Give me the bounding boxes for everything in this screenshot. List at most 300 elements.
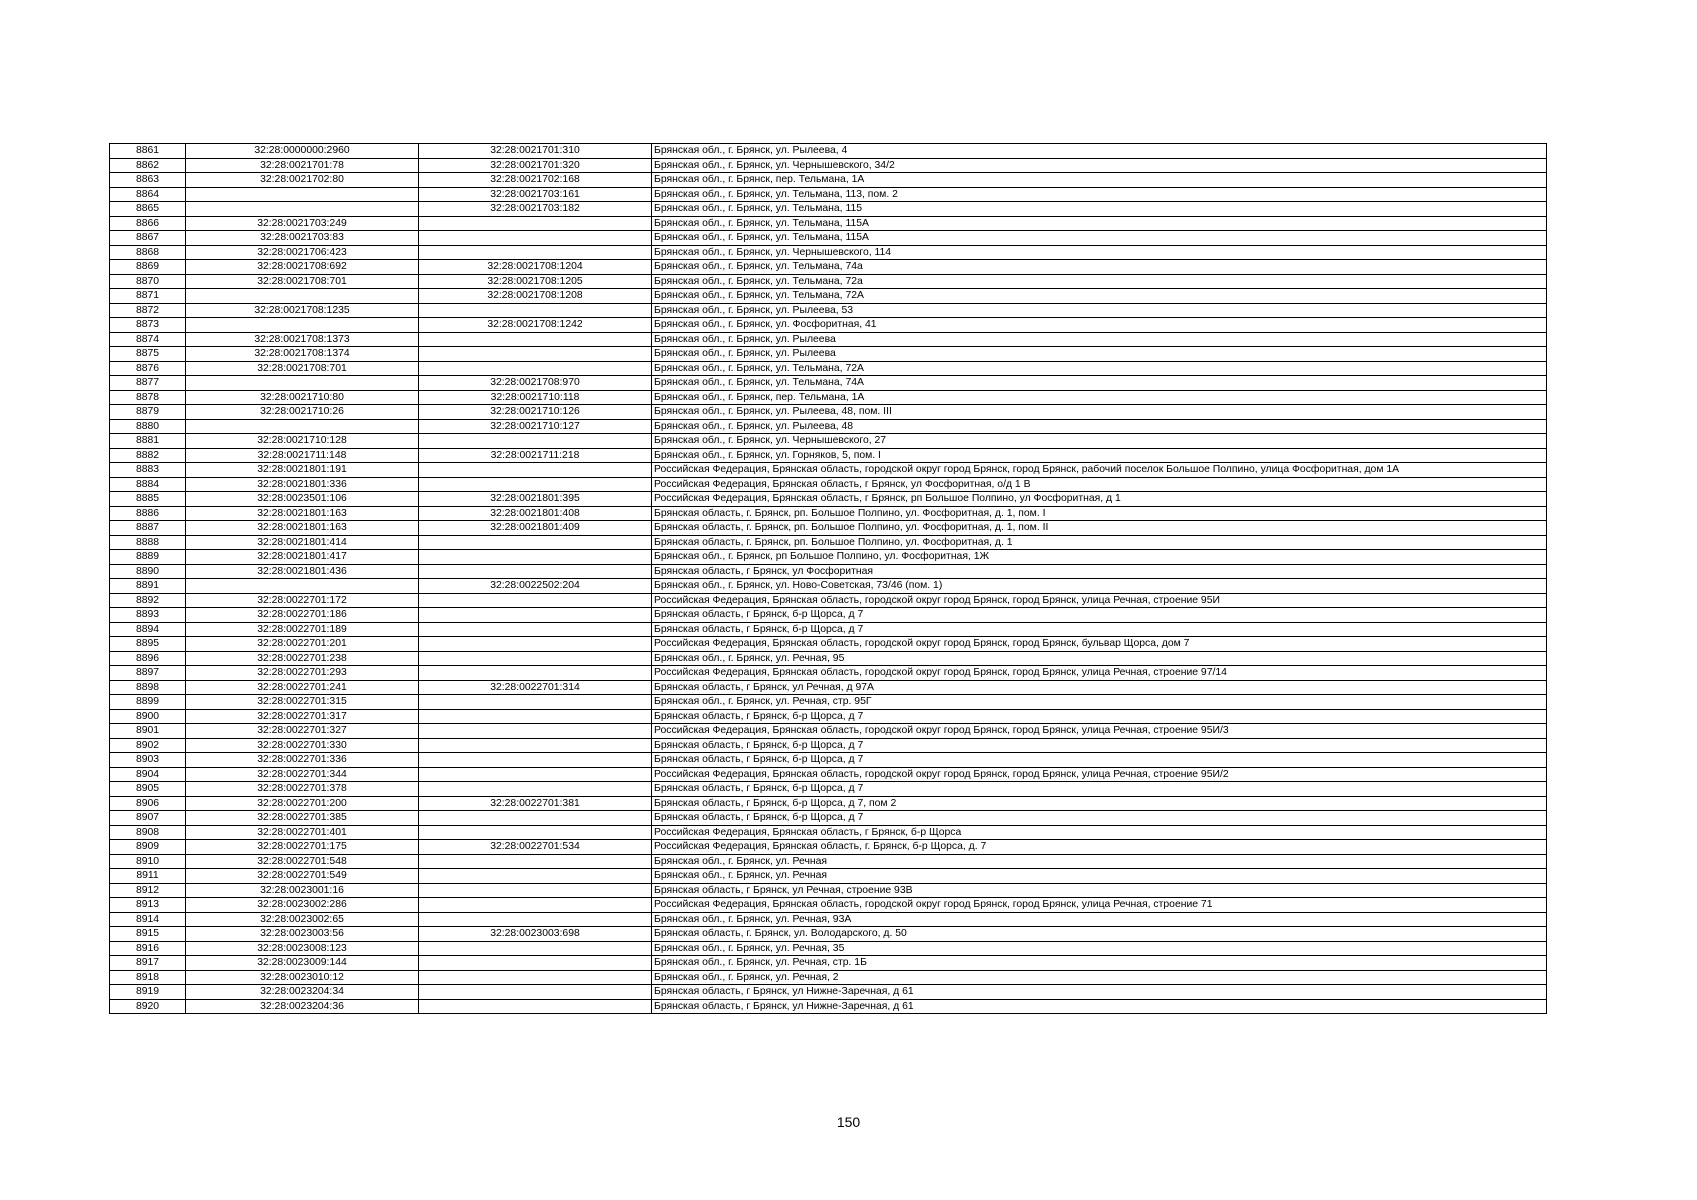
address-cell: Брянская обл., г. Брянск, ул. Речная, стр. 95Г bbox=[652, 695, 1547, 710]
table-row bbox=[110, 840, 1547, 855]
row-number-cell: 8919 bbox=[110, 985, 186, 1000]
address-cell: Брянская область, г. Брянск, ул. Володарского, д. 50 bbox=[652, 927, 1547, 942]
table-row bbox=[110, 825, 1547, 840]
premises-cadastral-number-cell bbox=[419, 738, 652, 753]
table-row bbox=[110, 361, 1547, 376]
address-cell: Брянская область, г Брянск, б-р Щорса, д 7 bbox=[652, 811, 1547, 826]
address-cell: Российская Федерация, Брянская область, г Брянск, ул Фосфоритная, о/д 1 В bbox=[652, 477, 1547, 492]
address-cell: Брянская область, г Брянск, ул Нижне-Заречная, д 61 bbox=[652, 985, 1547, 1000]
table-row bbox=[110, 912, 1547, 927]
row-number-cell: 8903 bbox=[110, 753, 186, 768]
row-number-cell: 8871 bbox=[110, 289, 186, 304]
row-number-cell: 8901 bbox=[110, 724, 186, 739]
address-cell: Брянская обл., г. Брянск, ул. Тельмана, 115 bbox=[652, 202, 1547, 217]
address-cell: Брянская обл., г. Брянск, ул. Речная, 35 bbox=[652, 941, 1547, 956]
address-cell: Российская Федерация, Брянская область, городской округ город Брянск, город Брянск, улица Речная, строение 97/14 bbox=[652, 666, 1547, 681]
premises-cadastral-number-cell: 32:28:0021708:1205 bbox=[419, 274, 652, 289]
row-number-cell: 8905 bbox=[110, 782, 186, 797]
cadastral-number-cell: 32:28:0022701:385 bbox=[186, 811, 419, 826]
row-number-cell: 8894 bbox=[110, 622, 186, 637]
table-row bbox=[110, 782, 1547, 797]
row-number-cell: 8883 bbox=[110, 463, 186, 478]
row-number-cell: 8878 bbox=[110, 390, 186, 405]
premises-cadastral-number-cell bbox=[419, 535, 652, 550]
address-cell: Брянская обл., г. Брянск, ул. Фосфоритная, 41 bbox=[652, 318, 1547, 333]
row-number-cell: 8911 bbox=[110, 869, 186, 884]
table-row bbox=[110, 622, 1547, 637]
cadastral-number-cell: 32:28:0022701:378 bbox=[186, 782, 419, 797]
premises-cadastral-number-cell bbox=[419, 869, 652, 884]
table-row bbox=[110, 811, 1547, 826]
row-number-cell: 8893 bbox=[110, 608, 186, 623]
cadastral-number-cell bbox=[186, 376, 419, 391]
table-row bbox=[110, 738, 1547, 753]
row-number-cell: 8892 bbox=[110, 593, 186, 608]
premises-cadastral-number-cell bbox=[419, 970, 652, 985]
cadastral-number-cell: 32:28:0021708:701 bbox=[186, 274, 419, 289]
premises-cadastral-number-cell: 32:28:0021708:1208 bbox=[419, 289, 652, 304]
address-cell: Брянская область, г Брянск, б-р Щорса, д 7 bbox=[652, 608, 1547, 623]
cadastral-number-cell: 32:28:0022701:175 bbox=[186, 840, 419, 855]
premises-cadastral-number-cell bbox=[419, 477, 652, 492]
row-number-cell: 8867 bbox=[110, 231, 186, 246]
row-number-cell: 8875 bbox=[110, 347, 186, 362]
premises-cadastral-number-cell bbox=[419, 782, 652, 797]
table-row bbox=[110, 231, 1547, 246]
table-row bbox=[110, 260, 1547, 275]
cadastral-number-cell bbox=[186, 318, 419, 333]
row-number-cell: 8916 bbox=[110, 941, 186, 956]
premises-cadastral-number-cell bbox=[419, 854, 652, 869]
address-cell: Брянская обл., г. Брянск, ул. Рылеева, 53 bbox=[652, 303, 1547, 318]
table-row bbox=[110, 158, 1547, 173]
table-row bbox=[110, 666, 1547, 681]
row-number-cell: 8888 bbox=[110, 535, 186, 550]
cadastral-number-cell: 32:28:0021701:78 bbox=[186, 158, 419, 173]
row-number-cell: 8872 bbox=[110, 303, 186, 318]
premises-cadastral-number-cell bbox=[419, 898, 652, 913]
table-row bbox=[110, 999, 1547, 1014]
cadastral-number-cell: 32:28:0021703:83 bbox=[186, 231, 419, 246]
table-row bbox=[110, 651, 1547, 666]
table-row bbox=[110, 564, 1547, 579]
table-row bbox=[110, 956, 1547, 971]
cadastral-number-cell: 32:28:0021703:249 bbox=[186, 216, 419, 231]
row-number-cell: 8906 bbox=[110, 796, 186, 811]
table-row bbox=[110, 970, 1547, 985]
premises-cadastral-number-cell: 32:28:0021711:218 bbox=[419, 448, 652, 463]
cadastral-number-cell: 32:28:0021708:701 bbox=[186, 361, 419, 376]
address-cell: Брянская обл., г. Брянск, ул. Рылеева, 48, пом. III bbox=[652, 405, 1547, 420]
cadastral-number-cell: 32:28:0022701:201 bbox=[186, 637, 419, 652]
row-number-cell: 8917 bbox=[110, 956, 186, 971]
address-cell: Российская Федерация, Брянская область, городской округ город Брянск, город Брянск, улица Речная, строение 71 bbox=[652, 898, 1547, 913]
premises-cadastral-number-cell: 32:28:0022701:381 bbox=[419, 796, 652, 811]
cadastral-number-cell bbox=[186, 289, 419, 304]
premises-cadastral-number-cell bbox=[419, 941, 652, 956]
cadastral-number-cell: 32:28:0022701:315 bbox=[186, 695, 419, 710]
premises-cadastral-number-cell bbox=[419, 593, 652, 608]
premises-cadastral-number-cell: 32:28:0023003:698 bbox=[419, 927, 652, 942]
table-row bbox=[110, 521, 1547, 536]
row-number-cell: 8879 bbox=[110, 405, 186, 420]
cadastral-number-cell: 32:28:0022701:549 bbox=[186, 869, 419, 884]
page-number: 150 bbox=[836, 1114, 861, 1130]
premises-cadastral-number-cell bbox=[419, 463, 652, 478]
premises-cadastral-number-cell bbox=[419, 666, 652, 681]
row-number-cell: 8861 bbox=[110, 144, 186, 159]
cadastral-number-cell: 32:28:0022701:200 bbox=[186, 796, 419, 811]
row-number-cell: 8915 bbox=[110, 927, 186, 942]
premises-cadastral-number-cell bbox=[419, 303, 652, 318]
cadastral-number-cell: 32:28:0021708:1373 bbox=[186, 332, 419, 347]
cadastral-number-cell: 32:28:0022701:317 bbox=[186, 709, 419, 724]
address-cell: Брянская обл., г. Брянск, ул. Речная bbox=[652, 854, 1547, 869]
premises-cadastral-number-cell bbox=[419, 825, 652, 840]
address-cell: Брянская обл., г. Брянск, ул. Тельмана, 113, пом. 2 bbox=[652, 187, 1547, 202]
cadastral-number-cell: 32:28:0023003:56 bbox=[186, 927, 419, 942]
address-cell: Брянская область, г Брянск, ул Речная, строение 93В bbox=[652, 883, 1547, 898]
row-number-cell: 8904 bbox=[110, 767, 186, 782]
address-cell: Брянская обл., г. Брянск, ул. Речная, стр. 1Б bbox=[652, 956, 1547, 971]
premises-cadastral-number-cell: 32:28:0021703:182 bbox=[419, 202, 652, 217]
row-number-cell: 8914 bbox=[110, 912, 186, 927]
table-row bbox=[110, 144, 1547, 159]
premises-cadastral-number-cell bbox=[419, 231, 652, 246]
cadastral-number-cell bbox=[186, 419, 419, 434]
table-row bbox=[110, 419, 1547, 434]
premises-cadastral-number-cell: 32:28:0021710:127 bbox=[419, 419, 652, 434]
cadastral-number-cell: 32:28:0022701:401 bbox=[186, 825, 419, 840]
row-number-cell: 8884 bbox=[110, 477, 186, 492]
table-row bbox=[110, 448, 1547, 463]
table-row bbox=[110, 985, 1547, 1000]
table-row bbox=[110, 477, 1547, 492]
address-cell: Брянская обл., г. Брянск, ул. Речная, 93А bbox=[652, 912, 1547, 927]
table-row bbox=[110, 289, 1547, 304]
table-row bbox=[110, 318, 1547, 333]
address-cell: Российская Федерация, Брянская область, городской округ город Брянск, город Брянск, улица Речная, строение 95И/2 bbox=[652, 767, 1547, 782]
address-cell: Брянская область, г Брянск, б-р Щорса, д 7 bbox=[652, 753, 1547, 768]
cadastral-number-cell: 32:28:0000000:2960 bbox=[186, 144, 419, 159]
table-row bbox=[110, 405, 1547, 420]
premises-cadastral-number-cell bbox=[419, 651, 652, 666]
premises-cadastral-number-cell bbox=[419, 245, 652, 260]
cadastral-number-cell bbox=[186, 579, 419, 594]
premises-cadastral-number-cell bbox=[419, 912, 652, 927]
premises-cadastral-number-cell: 32:28:0021710:126 bbox=[419, 405, 652, 420]
table-row bbox=[110, 869, 1547, 884]
premises-cadastral-number-cell: 32:28:0021710:118 bbox=[419, 390, 652, 405]
address-cell: Брянская обл., г. Брянск, ул. Тельмана, 115А bbox=[652, 216, 1547, 231]
premises-cadastral-number-cell bbox=[419, 695, 652, 710]
premises-cadastral-number-cell bbox=[419, 361, 652, 376]
table-row bbox=[110, 332, 1547, 347]
cadastral-number-cell: 32:28:0022701:330 bbox=[186, 738, 419, 753]
table-row bbox=[110, 535, 1547, 550]
address-cell: Брянская обл., г. Брянск, ул. Чернышевского, 114 bbox=[652, 245, 1547, 260]
cadastral-number-cell: 32:28:0021801:163 bbox=[186, 521, 419, 536]
address-cell: Брянская обл., г. Брянск, ул. Ново-Советская, 73/46 (пом. 1) bbox=[652, 579, 1547, 594]
table-row bbox=[110, 941, 1547, 956]
address-cell: Брянская обл., г. Брянск, ул. Рылеева bbox=[652, 347, 1547, 362]
table-row bbox=[110, 767, 1547, 782]
address-cell: Российская Федерация, Брянская область, городской округ город Брянск, город Брянск, рабочий поселок Большое Полпино, улица Фосфоритная, дом 1А bbox=[652, 463, 1547, 478]
row-number-cell: 8868 bbox=[110, 245, 186, 260]
table-row bbox=[110, 608, 1547, 623]
premises-cadastral-number-cell bbox=[419, 434, 652, 449]
row-number-cell: 8870 bbox=[110, 274, 186, 289]
address-cell: Брянская обл., г. Брянск, ул. Рылеева, 48 bbox=[652, 419, 1547, 434]
row-number-cell: 8918 bbox=[110, 970, 186, 985]
table-row bbox=[110, 376, 1547, 391]
cadastral-number-cell: 32:28:0021708:1235 bbox=[186, 303, 419, 318]
premises-cadastral-number-cell bbox=[419, 883, 652, 898]
cadastral-number-cell: 32:28:0022701:336 bbox=[186, 753, 419, 768]
cadastral-number-cell: 32:28:0021801:336 bbox=[186, 477, 419, 492]
address-cell: Российская Федерация, Брянская область, городской округ город Брянск, город Брянск, улица Речная, строение 95И/3 bbox=[652, 724, 1547, 739]
cadastral-number-cell: 32:28:0023010:12 bbox=[186, 970, 419, 985]
premises-cadastral-number-cell bbox=[419, 637, 652, 652]
address-cell: Брянская область, г Брянск, ул Нижне-Заречная, д 61 bbox=[652, 999, 1547, 1014]
premises-cadastral-number-cell: 32:28:0021701:320 bbox=[419, 158, 652, 173]
address-cell: Брянская обл., г. Брянск, ул. Чернышевского, 34/2 bbox=[652, 158, 1547, 173]
address-cell: Брянская область, г. Брянск, рп. Большое Полпино, ул. Фосфоритная, д. 1, пом. II bbox=[652, 521, 1547, 536]
cadastral-number-cell: 32:28:0022701:238 bbox=[186, 651, 419, 666]
row-number-cell: 8864 bbox=[110, 187, 186, 202]
row-number-cell: 8863 bbox=[110, 173, 186, 188]
cadastral-number-cell: 32:28:0021711:148 bbox=[186, 448, 419, 463]
address-cell: Брянская область, г Брянск, ул Речная, д 97А bbox=[652, 680, 1547, 695]
premises-cadastral-number-cell: 32:28:0021703:161 bbox=[419, 187, 652, 202]
address-cell: Брянская обл., г. Брянск, ул. Тельмана, 72А bbox=[652, 289, 1547, 304]
row-number-cell: 8869 bbox=[110, 260, 186, 275]
address-cell: Российская Федерация, Брянская область, г Брянск, б-р Щорса bbox=[652, 825, 1547, 840]
address-cell: Российская Федерация, Брянская область, г Брянск, рп Большое Полпино, ул Фосфоритная, д 1 bbox=[652, 492, 1547, 507]
premises-cadastral-number-cell: 32:28:0021801:409 bbox=[419, 521, 652, 536]
address-cell: Брянская обл., г. Брянск, ул. Речная, 95 bbox=[652, 651, 1547, 666]
table-row bbox=[110, 245, 1547, 260]
row-number-cell: 8912 bbox=[110, 883, 186, 898]
premises-cadastral-number-cell: 32:28:0021701:310 bbox=[419, 144, 652, 159]
premises-cadastral-number-cell bbox=[419, 767, 652, 782]
cadastral-number-cell bbox=[186, 202, 419, 217]
cadastral-number-cell: 32:28:0023002:65 bbox=[186, 912, 419, 927]
row-number-cell: 8886 bbox=[110, 506, 186, 521]
cadastral-number-cell: 32:28:0021801:417 bbox=[186, 550, 419, 565]
row-number-cell: 8896 bbox=[110, 651, 186, 666]
table-row bbox=[110, 347, 1547, 362]
address-cell: Брянская обл., г. Брянск, ул. Тельмана, 74А bbox=[652, 376, 1547, 391]
address-cell: Брянская обл., г. Брянск, ул. Речная, 2 bbox=[652, 970, 1547, 985]
row-number-cell: 8887 bbox=[110, 521, 186, 536]
row-number-cell: 8882 bbox=[110, 448, 186, 463]
premises-cadastral-number-cell: 32:28:0022701:534 bbox=[419, 840, 652, 855]
row-number-cell: 8907 bbox=[110, 811, 186, 826]
address-cell: Брянская обл., г. Брянск, ул. Тельмана, 74а bbox=[652, 260, 1547, 275]
address-cell: Брянская область, г. Брянск, рп. Большое Полпино, ул. Фосфоритная, д. 1 bbox=[652, 535, 1547, 550]
row-number-cell: 8902 bbox=[110, 738, 186, 753]
address-cell: Брянская обл., г. Брянск, ул. Речная bbox=[652, 869, 1547, 884]
address-cell: Брянская обл., г. Брянск, ул. Горняков, 5, пом. I bbox=[652, 448, 1547, 463]
row-number-cell: 8900 bbox=[110, 709, 186, 724]
row-number-cell: 8865 bbox=[110, 202, 186, 217]
cadastral-number-cell: 32:28:0022701:172 bbox=[186, 593, 419, 608]
address-cell: Брянская обл., г. Брянск, пер. Тельмана, 1А bbox=[652, 173, 1547, 188]
cadastral-number-cell: 32:28:0022701:186 bbox=[186, 608, 419, 623]
table-row bbox=[110, 303, 1547, 318]
cadastral-number-cell: 32:28:0021702:80 bbox=[186, 173, 419, 188]
cadastral-number-cell: 32:28:0021708:1374 bbox=[186, 347, 419, 362]
table-row bbox=[110, 550, 1547, 565]
address-cell: Брянская область, г. Брянск, рп. Большое Полпино, ул. Фосфоритная, д. 1, пом. I bbox=[652, 506, 1547, 521]
row-number-cell: 8889 bbox=[110, 550, 186, 565]
row-number-cell: 8910 bbox=[110, 854, 186, 869]
table-row bbox=[110, 274, 1547, 289]
premises-cadastral-number-cell bbox=[419, 709, 652, 724]
premises-cadastral-number-cell: 32:28:0021801:408 bbox=[419, 506, 652, 521]
address-cell: Брянская область, г Брянск, б-р Щорса, д 7 bbox=[652, 782, 1547, 797]
row-number-cell: 8874 bbox=[110, 332, 186, 347]
cadastral-number-cell: 32:28:0023204:34 bbox=[186, 985, 419, 1000]
cadastral-number-cell: 32:28:0023501:106 bbox=[186, 492, 419, 507]
row-number-cell: 8862 bbox=[110, 158, 186, 173]
premises-cadastral-number-cell: 32:28:0021702:168 bbox=[419, 173, 652, 188]
address-cell: Брянская обл., г. Брянск, ул. Чернышевского, 27 bbox=[652, 434, 1547, 449]
address-cell: Брянская область, г Брянск, б-р Щорса, д 7, пом 2 bbox=[652, 796, 1547, 811]
cadastral-number-cell: 32:28:0022701:548 bbox=[186, 854, 419, 869]
table-row bbox=[110, 579, 1547, 594]
registry-table-body bbox=[110, 144, 1547, 1014]
cadastral-number-cell: 32:28:0021801:163 bbox=[186, 506, 419, 521]
table-row bbox=[110, 506, 1547, 521]
address-cell: Российская Федерация, Брянская область, г. Брянск, б-р Щорса, д. 7 bbox=[652, 840, 1547, 855]
row-number-cell: 8876 bbox=[110, 361, 186, 376]
row-number-cell: 8899 bbox=[110, 695, 186, 710]
table-row bbox=[110, 593, 1547, 608]
row-number-cell: 8873 bbox=[110, 318, 186, 333]
cadastral-number-cell: 32:28:0022701:293 bbox=[186, 666, 419, 681]
premises-cadastral-number-cell bbox=[419, 753, 652, 768]
premises-cadastral-number-cell: 32:28:0021708:1242 bbox=[419, 318, 652, 333]
table-row bbox=[110, 434, 1547, 449]
premises-cadastral-number-cell: 32:28:0022701:314 bbox=[419, 680, 652, 695]
table-row bbox=[110, 753, 1547, 768]
table-row bbox=[110, 463, 1547, 478]
address-cell: Российская Федерация, Брянская область, городской округ город Брянск, город Брянск, бульвар Щорса, дом 7 bbox=[652, 637, 1547, 652]
premises-cadastral-number-cell bbox=[419, 332, 652, 347]
row-number-cell: 8895 bbox=[110, 637, 186, 652]
address-cell: Брянская область, г Брянск, ул Фосфоритная bbox=[652, 564, 1547, 579]
table-row bbox=[110, 898, 1547, 913]
address-cell: Брянская обл., г. Брянск, ул. Рылеева, 4 bbox=[652, 144, 1547, 159]
premises-cadastral-number-cell bbox=[419, 550, 652, 565]
table-row bbox=[110, 709, 1547, 724]
cadastral-number-cell: 32:28:0021708:692 bbox=[186, 260, 419, 275]
table-row bbox=[110, 854, 1547, 869]
premises-cadastral-number-cell: 32:28:0021801:395 bbox=[419, 492, 652, 507]
cadastral-number-cell: 32:28:0022701:189 bbox=[186, 622, 419, 637]
address-cell: Брянская обл., г. Брянск, пер. Тельмана, 1А bbox=[652, 390, 1547, 405]
cadastral-number-cell: 32:28:0023009:144 bbox=[186, 956, 419, 971]
row-number-cell: 8881 bbox=[110, 434, 186, 449]
cadastral-number-cell: 32:28:0021801:436 bbox=[186, 564, 419, 579]
row-number-cell: 8877 bbox=[110, 376, 186, 391]
row-number-cell: 8885 bbox=[110, 492, 186, 507]
row-number-cell: 8908 bbox=[110, 825, 186, 840]
row-number-cell: 8891 bbox=[110, 579, 186, 594]
table-row bbox=[110, 216, 1547, 231]
table-row bbox=[110, 202, 1547, 217]
premises-cadastral-number-cell bbox=[419, 622, 652, 637]
cadastral-number-cell: 32:28:0021706:423 bbox=[186, 245, 419, 260]
table-row bbox=[110, 695, 1547, 710]
premises-cadastral-number-cell bbox=[419, 724, 652, 739]
address-cell: Брянская обл., г. Брянск, ул. Тельмана, 72А bbox=[652, 361, 1547, 376]
cadastral-number-cell: 32:28:0022701:344 bbox=[186, 767, 419, 782]
address-cell: Брянская область, г Брянск, б-р Щорса, д 7 bbox=[652, 738, 1547, 753]
table-row bbox=[110, 637, 1547, 652]
premises-cadastral-number-cell bbox=[419, 956, 652, 971]
cadastral-number-cell: 32:28:0021801:191 bbox=[186, 463, 419, 478]
cadastral-number-cell: 32:28:0021710:80 bbox=[186, 390, 419, 405]
premises-cadastral-number-cell: 32:28:0022502:204 bbox=[419, 579, 652, 594]
address-cell: Российская Федерация, Брянская область, городской округ город Брянск, город Брянск, улица Речная, строение 95И bbox=[652, 593, 1547, 608]
cadastral-number-cell: 32:28:0022701:327 bbox=[186, 724, 419, 739]
table-row bbox=[110, 173, 1547, 188]
premises-cadastral-number-cell bbox=[419, 999, 652, 1014]
table-row bbox=[110, 187, 1547, 202]
table-row bbox=[110, 883, 1547, 898]
premises-cadastral-number-cell bbox=[419, 608, 652, 623]
table-row bbox=[110, 796, 1547, 811]
table-row bbox=[110, 390, 1547, 405]
address-cell: Брянская обл., г. Брянск, ул. Рылеева bbox=[652, 332, 1547, 347]
cadastral-number-cell: 32:28:0021710:26 bbox=[186, 405, 419, 420]
premises-cadastral-number-cell bbox=[419, 564, 652, 579]
address-cell: Брянская обл., г. Брянск, ул. Тельмана, 115А bbox=[652, 231, 1547, 246]
premises-cadastral-number-cell bbox=[419, 347, 652, 362]
cadastral-number-cell: 32:28:0023001:16 bbox=[186, 883, 419, 898]
address-cell: Брянская область, г Брянск, б-р Щорса, д 7 bbox=[652, 622, 1547, 637]
table-row bbox=[110, 927, 1547, 942]
row-number-cell: 8890 bbox=[110, 564, 186, 579]
cadastral-number-cell: 32:28:0023204:36 bbox=[186, 999, 419, 1014]
premises-cadastral-number-cell: 32:28:0021708:1204 bbox=[419, 260, 652, 275]
row-number-cell: 8866 bbox=[110, 216, 186, 231]
table-row bbox=[110, 492, 1547, 507]
cadastral-number-cell: 32:28:0023008:123 bbox=[186, 941, 419, 956]
premises-cadastral-number-cell bbox=[419, 811, 652, 826]
cadastral-number-cell: 32:28:0021710:128 bbox=[186, 434, 419, 449]
cadastral-number-cell: 32:28:0022701:241 bbox=[186, 680, 419, 695]
row-number-cell: 8913 bbox=[110, 898, 186, 913]
address-cell: Брянская область, г Брянск, б-р Щорса, д 7 bbox=[652, 709, 1547, 724]
premises-cadastral-number-cell: 32:28:0021708:970 bbox=[419, 376, 652, 391]
address-cell: Брянская обл., г. Брянск, ул. Тельмана, 72а bbox=[652, 274, 1547, 289]
cadastral-number-cell: 32:28:0023002:286 bbox=[186, 898, 419, 913]
cadastral-number-cell: 32:28:0021801:414 bbox=[186, 535, 419, 550]
table-row bbox=[110, 680, 1547, 695]
row-number-cell: 8880 bbox=[110, 419, 186, 434]
table-row bbox=[110, 724, 1547, 739]
premises-cadastral-number-cell bbox=[419, 985, 652, 1000]
row-number-cell: 8897 bbox=[110, 666, 186, 681]
row-number-cell: 8898 bbox=[110, 680, 186, 695]
premises-cadastral-number-cell bbox=[419, 216, 652, 231]
cadastral-number-cell bbox=[186, 187, 419, 202]
row-number-cell: 8920 bbox=[110, 999, 186, 1014]
